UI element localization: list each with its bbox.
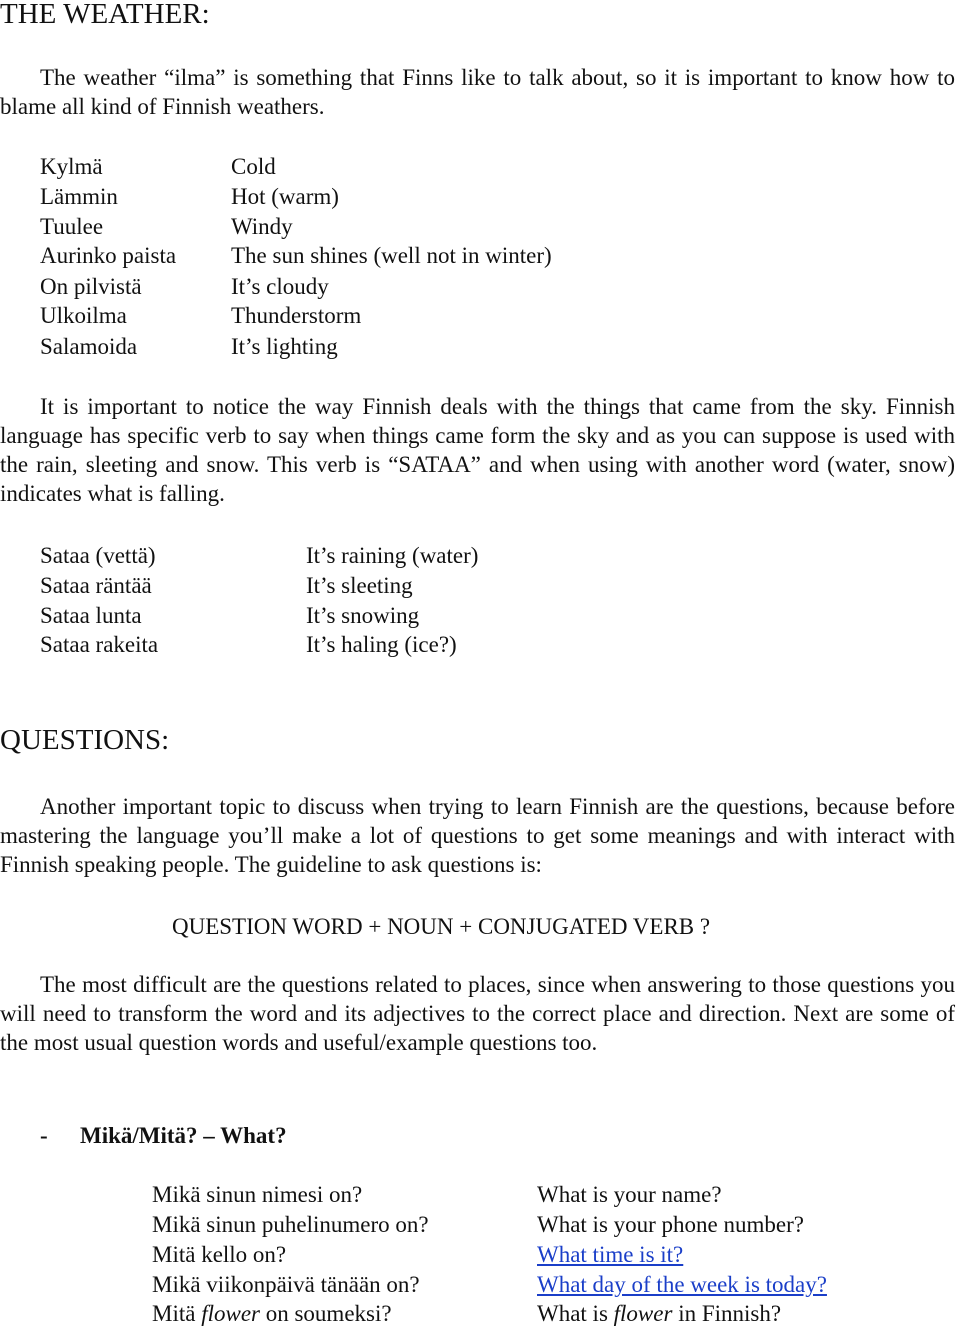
vocab-en-0: Cold <box>231 154 276 179</box>
example-fi-4 <box>152 1299 392 1328</box>
example-en-3-link[interactable]: What day of the week is today? <box>537 1272 827 1297</box>
example-fi-4-post: on soumeksi? <box>259 1301 392 1326</box>
places-paragraph: The most difficult are the questions related to places, since when answering to those questions you will need to transform the word and its adjectives to the correct place and direction. Next are some of the most usual question words and useful/example questions too. <box>0 972 955 1055</box>
sataa-fi-3: Sataa rakeita <box>40 632 159 657</box>
example-en-2-link[interactable]: What time is it? <box>537 1242 684 1267</box>
bullet-heading: Mikä/Mitä? – What? <box>80 1123 287 1148</box>
question-formula: QUESTION WORD + NOUN + CONJUGATED VERB ? <box>172 914 711 939</box>
sky-paragraph: It is important to notice the way Finnish deals with the things that came from the sky. Finnish language has specific verb to say when things came form the sky and as you can suppose is used with the rain, sleeting and snow. This verb is “SATAA” and when using with another word (water, snow) indicates what is falling. <box>0 394 955 506</box>
vocab-fi-5: Ulkoilma <box>40 303 127 328</box>
weather-heading: THE WEATHER: <box>0 0 210 30</box>
vocab-en-6: It’s lighting <box>231 334 338 359</box>
vocab-en-1: Hot (warm) <box>231 184 339 209</box>
sataa-en-3: It’s haling (ice?) <box>306 632 457 657</box>
example-fi-2: Mitä kello on? <box>152 1242 287 1267</box>
sataa-fi-1: Sataa räntää <box>40 573 152 598</box>
vocab-en-3: The sun shines (well not in winter) <box>231 243 552 268</box>
weather-intro: The weather “ilma” is something that Finns like to talk about, so it is important to know how to blame all kind of Finnish weathers. <box>0 65 955 119</box>
example-en-1: What is your phone number? <box>537 1212 804 1237</box>
example-fi-0: Mikä sinun nimesi on? <box>152 1182 363 1207</box>
sataa-fi-0: Sataa (vettä) <box>40 543 156 568</box>
vocab-fi-0: Kylmä <box>40 154 103 179</box>
sataa-en-0: It’s raining (water) <box>306 543 479 568</box>
vocab-fi-6: Salamoida <box>40 334 138 359</box>
sataa-en-2: It’s snowing <box>306 603 420 628</box>
bullet-dash: - <box>40 1123 48 1148</box>
example-en-4-pre: What is <box>537 1301 614 1326</box>
example-fi-3: Mikä viikonpäivä tänään on? <box>152 1272 420 1297</box>
example-en-4-post: in Finnish? <box>672 1301 782 1326</box>
vocab-en-5: Thunderstorm <box>231 303 362 328</box>
vocab-en-2: Windy <box>231 214 293 239</box>
vocab-fi-2: Tuulee <box>40 214 104 239</box>
example-en-0: What is your name? <box>537 1182 722 1207</box>
example-fi-4-pre: Mitä <box>152 1301 202 1326</box>
example-fi-1: Mikä sinun puhelinumero on? <box>152 1212 429 1237</box>
vocab-fi-4: On pilvistä <box>40 274 142 299</box>
questions-heading: QUESTIONS: <box>0 724 170 756</box>
vocab-fi-1: Lämmin <box>40 184 118 209</box>
vocab-fi-3: Aurinko paista <box>40 243 177 268</box>
sataa-en-1: It’s sleeting <box>306 573 413 598</box>
example-fi-4-em: flower <box>201 1301 260 1326</box>
example-en-4-em: flower <box>613 1301 673 1326</box>
questions-intro: Another important topic to discuss when trying to learn Finnish are the questions, because before mastering the language you’ll make a lot of questions to get some meanings and with interact with Finnish speaking people. The guideline to ask questions is: <box>0 794 955 877</box>
example-en-4 <box>537 1299 781 1328</box>
sataa-fi-2: Sataa lunta <box>40 603 142 628</box>
vocab-en-4: It’s cloudy <box>231 274 329 299</box>
